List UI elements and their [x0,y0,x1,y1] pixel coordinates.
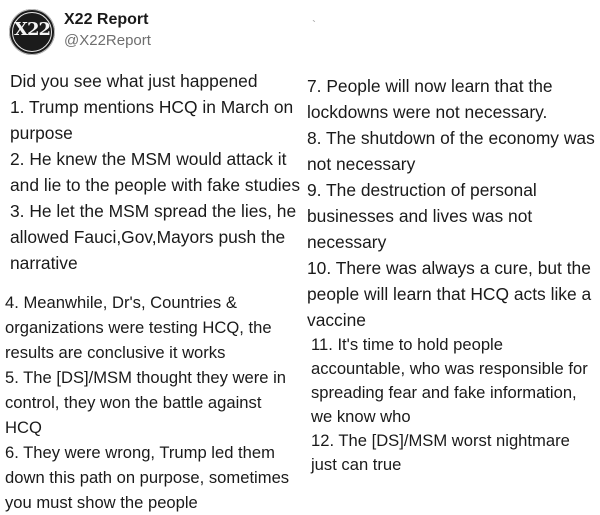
text-line: spreading fear and fake information, [311,383,577,402]
text-line: results are conclusive it works [5,343,226,362]
text-line: 7. People will now learn that the [307,76,553,96]
stray-mark-icon: ` [312,18,316,32]
text-column-left-top [10,68,300,276]
display-name[interactable]: X22 Report [64,11,149,28]
text-line: you must show the people [5,493,198,512]
text-line: 4. Meanwhile, Dr's, Countries & [5,293,237,312]
text-line: 3. He let the MSM spread the lies, he [10,201,297,221]
text-line: people will learn that HCQ acts like a [307,284,592,304]
text-line: we know who [311,407,411,426]
text-line: down this path on purpose, sometimes [5,468,290,487]
text-line: HCQ [5,418,42,437]
text-line: 6. They were wrong, Trump led them [5,443,275,462]
text-line: not necessary [307,154,416,174]
text-column-right-top [307,73,595,333]
text-line: purpose [10,123,73,143]
text-line: allowed Fauci,Gov,Mayors push the [10,227,286,247]
text-line: and lie to the people with fake studies [10,175,301,195]
text-line: 12. The [DS]/MSM worst nightmare [311,431,570,450]
text-line: 10. There was always a cure, but the [307,258,591,278]
text-line: 9. The destruction of personal [307,180,537,200]
tweet-header [0,0,600,62]
text-column-right-bottom [311,333,588,477]
text-line: control, they won the battle against [5,393,262,412]
text-line: businesses and lives was not [307,206,533,226]
text-column-left-bottom [5,290,289,515]
text-line: narrative [10,253,78,273]
text-line: vaccine [307,310,366,330]
text-line: 1. Trump mentions HCQ in March on [10,97,294,117]
text-line: 8. The shutdown of the economy was [307,128,595,148]
text-line: 11. It's time to hold people [311,335,503,354]
avatar-logo: X22 [13,19,50,40]
text-line: necessary [307,232,387,252]
user-handle[interactable]: @X22Report [64,32,151,49]
text-line: lockdowns were not necessary. [307,102,548,122]
text-line: accountable, who was responsible for [311,359,588,378]
text-line: 5. The [DS]/MSM thought they were in [5,368,286,387]
text-line: just can true [311,455,402,474]
text-line: Did you see what just happened [10,71,258,91]
text-line: 2. He knew the MSM would attack it [10,149,287,169]
avatar[interactable] [9,9,55,55]
text-line: organizations were testing HCQ, the [5,318,272,337]
